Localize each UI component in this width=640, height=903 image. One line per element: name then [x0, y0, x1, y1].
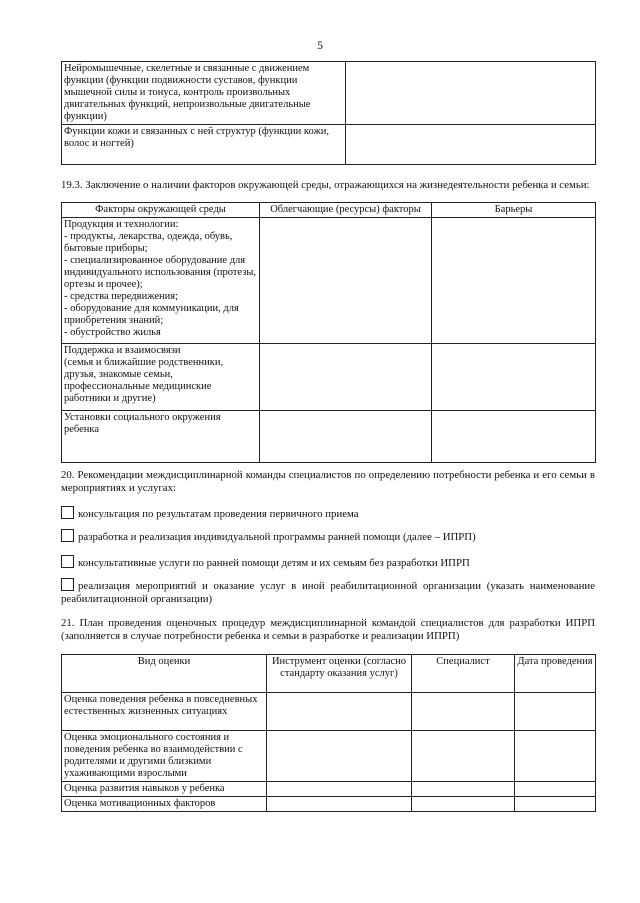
column-header: Вид оценки: [62, 655, 267, 693]
table-row: [62, 62, 596, 125]
barriers-cell[interactable]: [432, 411, 596, 463]
tool-cell[interactable]: [267, 731, 412, 782]
checkbox[interactable]: [61, 555, 74, 568]
specialist-cell[interactable]: [412, 693, 515, 731]
assessment-type: Оценка эмоционального состояния и поведения ребенка во взаимодействии с родителями и другими близкими ухаживающими взрослыми: [62, 731, 267, 782]
option-label: консультация по результатам проведения первичного приема: [78, 508, 359, 520]
checkbox[interactable]: [61, 529, 74, 542]
section-20-heading: 20. Рекомендации междисциплинарной команды специалистов по определению потребности ребенка и его семьи в мероприятиях и услугах:: [61, 469, 595, 494]
barriers-cell[interactable]: [432, 344, 596, 411]
table-row: [62, 693, 596, 731]
resources-cell[interactable]: [260, 218, 432, 344]
assessment-type: Оценка развития навыков у ребенка: [62, 782, 267, 797]
page-number: 5: [317, 38, 323, 52]
date-cell[interactable]: [515, 693, 596, 731]
environment-factors-table: [61, 202, 596, 463]
function-value-cell[interactable]: [346, 62, 596, 125]
barriers-cell[interactable]: [432, 218, 596, 344]
checkbox[interactable]: [61, 506, 74, 519]
option-label: консультативные услуги по ранней помощи детям и их семьям без разработки ИПРП: [78, 557, 470, 569]
option-label: разработка и реализация индивидуальной программы ранней помощи (далее – ИПРП): [78, 531, 476, 543]
date-cell[interactable]: [515, 797, 596, 812]
function-label: Функции кожи и связанных с ней структур (функции кожи, волос и ногтей): [62, 125, 346, 165]
section-19-3-heading: 19.3. Заключение о наличии факторов окружающей среды, отражающихся на жизнедеятельности ребенка и семьи:: [61, 179, 590, 191]
option-item[interactable]: [61, 529, 595, 544]
tool-cell[interactable]: [267, 782, 412, 797]
option-item[interactable]: [61, 578, 595, 606]
factor-label: Продукция и технологии: - продукты, лекарства, одежда, обувь, бытовые приборы; - специализированное оборудование для индивидуального использования (протезы, ортезы и прочее); - средства передвижения; - оборудование для коммуникации, для приобретения знаний; - обустройство жилья: [62, 218, 260, 344]
column-header: Факторы окружающей среды: [62, 203, 260, 218]
specialist-cell[interactable]: [412, 797, 515, 812]
specialist-cell[interactable]: [412, 782, 515, 797]
table-row: [62, 731, 596, 782]
table-row: [62, 218, 596, 344]
factor-label: Поддержка и взаимосвязи (семья и ближайшие родственники, друзья, знакомые семьи, профессиональные медицинские работники и другие): [62, 344, 260, 411]
table-header-row: [62, 203, 596, 218]
specialist-cell[interactable]: [412, 731, 515, 782]
table-row: [62, 782, 596, 797]
table-row: [62, 125, 596, 165]
column-header: Барьеры: [432, 203, 596, 218]
assessment-type: Оценка мотивационных факторов: [62, 797, 267, 812]
checkbox[interactable]: [61, 578, 74, 591]
column-header: Инструмент оценки (согласно стандарту оказания услуг): [267, 655, 412, 693]
option-item[interactable]: [61, 506, 595, 521]
option-item[interactable]: [61, 555, 595, 570]
date-cell[interactable]: [515, 782, 596, 797]
resources-cell[interactable]: [260, 411, 432, 463]
table-header-row: [62, 655, 596, 693]
assessment-type: Оценка поведения ребенка в повседневных естественных жизненных ситуациях: [62, 693, 267, 731]
assessment-plan-table: [61, 654, 596, 812]
functions-table: [61, 61, 596, 165]
column-header: Облегчающие (ресурсы) факторы: [260, 203, 432, 218]
column-header: Специалист: [412, 655, 515, 693]
date-cell[interactable]: [515, 731, 596, 782]
function-value-cell[interactable]: [346, 125, 596, 165]
table-row: [62, 797, 596, 812]
table-row: [62, 344, 596, 411]
option-label: реализация мероприятий и оказание услуг в иной реабилитационной организации (указать наименование реабилитационной организации): [61, 580, 595, 605]
resources-cell[interactable]: [260, 344, 432, 411]
tool-cell[interactable]: [267, 797, 412, 812]
column-header: Дата проведения: [515, 655, 596, 693]
table-row: [62, 411, 596, 463]
tool-cell[interactable]: [267, 693, 412, 731]
function-label: Нейромышечные, скелетные и связанные с движением функции (функции подвижности суставов, функции мышечной силы и тонуса, контроль произвольных двигательных функций, непроизвольные двигательные функции): [62, 62, 346, 125]
section-21-heading: 21. План проведения оценочных процедур междисциплинарной командой специалистов для разработки ИПРП (заполняется в случае потребности ребенка и семьи в разработке и реализации ИПРП): [61, 617, 595, 642]
factor-label: Установки социального окружения ребенка: [62, 411, 260, 463]
